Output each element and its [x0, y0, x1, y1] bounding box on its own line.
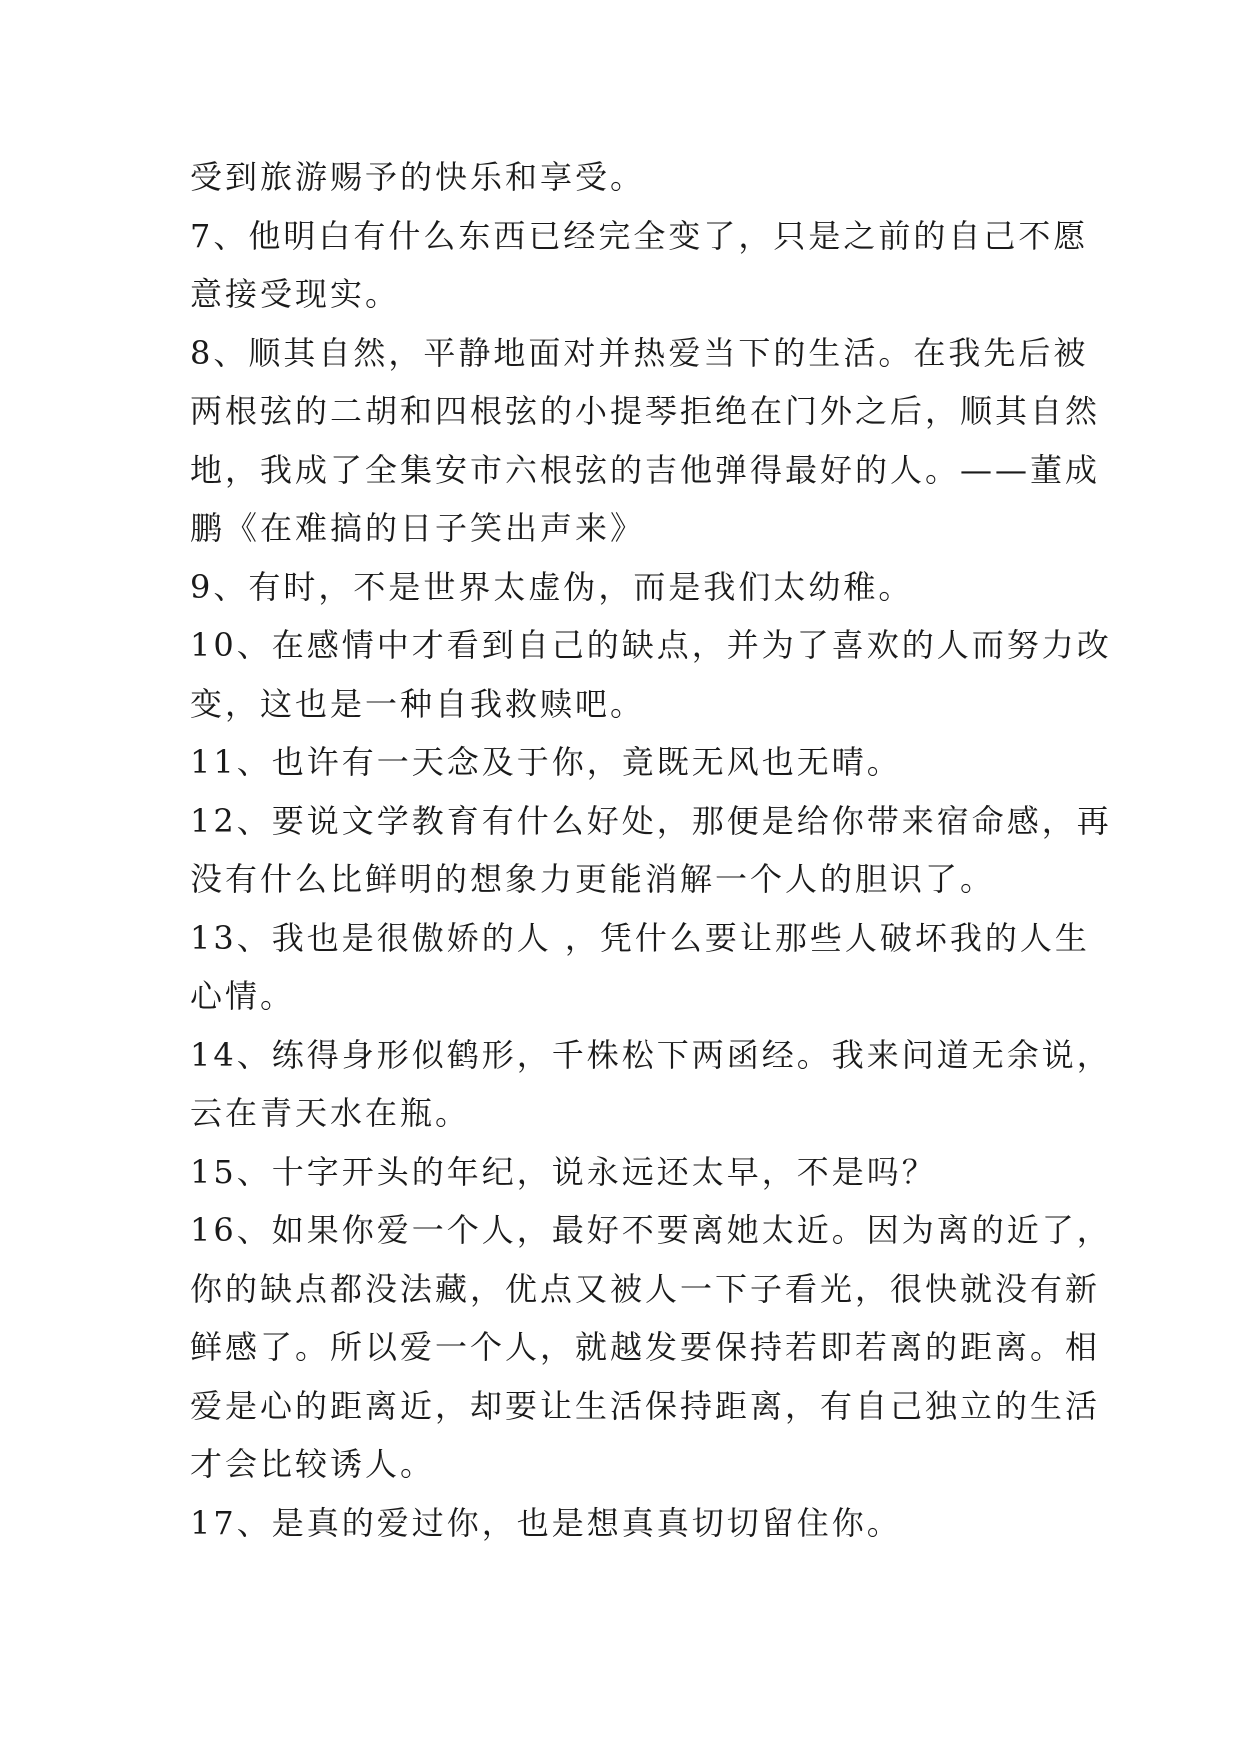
text-line: 13、我也是很傲娇的人 ，凭什么要让那些人破坏我的人生: [190, 918, 1090, 957]
text-line: 受到旅游赐予的快乐和享受。: [190, 158, 646, 196]
text-line: 鲜感了。所以爱一个人，就越发要保持若即若离的距离。相: [190, 1328, 1101, 1366]
text-line: 15、十字开头的年纪，说永远还太早，不是吗？: [190, 1152, 937, 1191]
text-line: 地，我成了全集安市六根弦的吉他弹得最好的人。——董成: [190, 450, 1101, 489]
text-line: 变，这也是一种自我救赎吧。: [190, 684, 646, 723]
text-line: 意接受现实。: [190, 275, 401, 313]
text-line: 11、也许有一天念及于你，竟既无风也无晴。: [190, 743, 902, 781]
text-line: 云在青天水在瓶。: [190, 1094, 471, 1132]
text-line: 16、如果你爱一个人，最好不要离她太近。因为离的近了，: [190, 1211, 1112, 1249]
text-line: 14、练得身形似鹤形，千株松下两函经。我来问道无余说，: [190, 1035, 1112, 1074]
text-line: 才会比较诱人。: [190, 1445, 436, 1483]
body-text: [190, 157, 1112, 1561]
text-line: 没有什么比鲜明的想象力更能消解一个人的胆识了。: [190, 860, 996, 898]
text-line: 鹏《在难搞的日子笑出声来》: [190, 509, 646, 547]
text-line: 8、顺其自然，平静地面对并热爱当下的生活。在我先后被: [190, 333, 1089, 372]
text-line: 两根弦的二胡和四根弦的小提琴拒绝在门外之后，顺其自然: [190, 392, 1101, 430]
text-line: 你的缺点都没法藏，优点又被人一下子看光，很快就没有新: [190, 1269, 1101, 1308]
text-line: 7、他明白有什么东西已经完全变了，只是之前的自己不愿: [190, 216, 1089, 255]
text-line: 心情。: [190, 977, 296, 1015]
text-line: 9、有时，不是世界太虚伪，而是我们太幼稚。: [190, 567, 914, 606]
text-line: 10、在感情中才看到自己的缺点，并为了喜欢的人而努力改: [190, 626, 1112, 664]
text-line: 17、是真的爱过你，也是想真真切切留住你。: [190, 1503, 902, 1542]
text-line: 12、要说文学教育有什么好处，那便是给你带来宿命感，再: [190, 801, 1112, 840]
text-line: 爱是心的距离近，却要让生活保持距离，有自己独立的生活: [190, 1386, 1101, 1425]
